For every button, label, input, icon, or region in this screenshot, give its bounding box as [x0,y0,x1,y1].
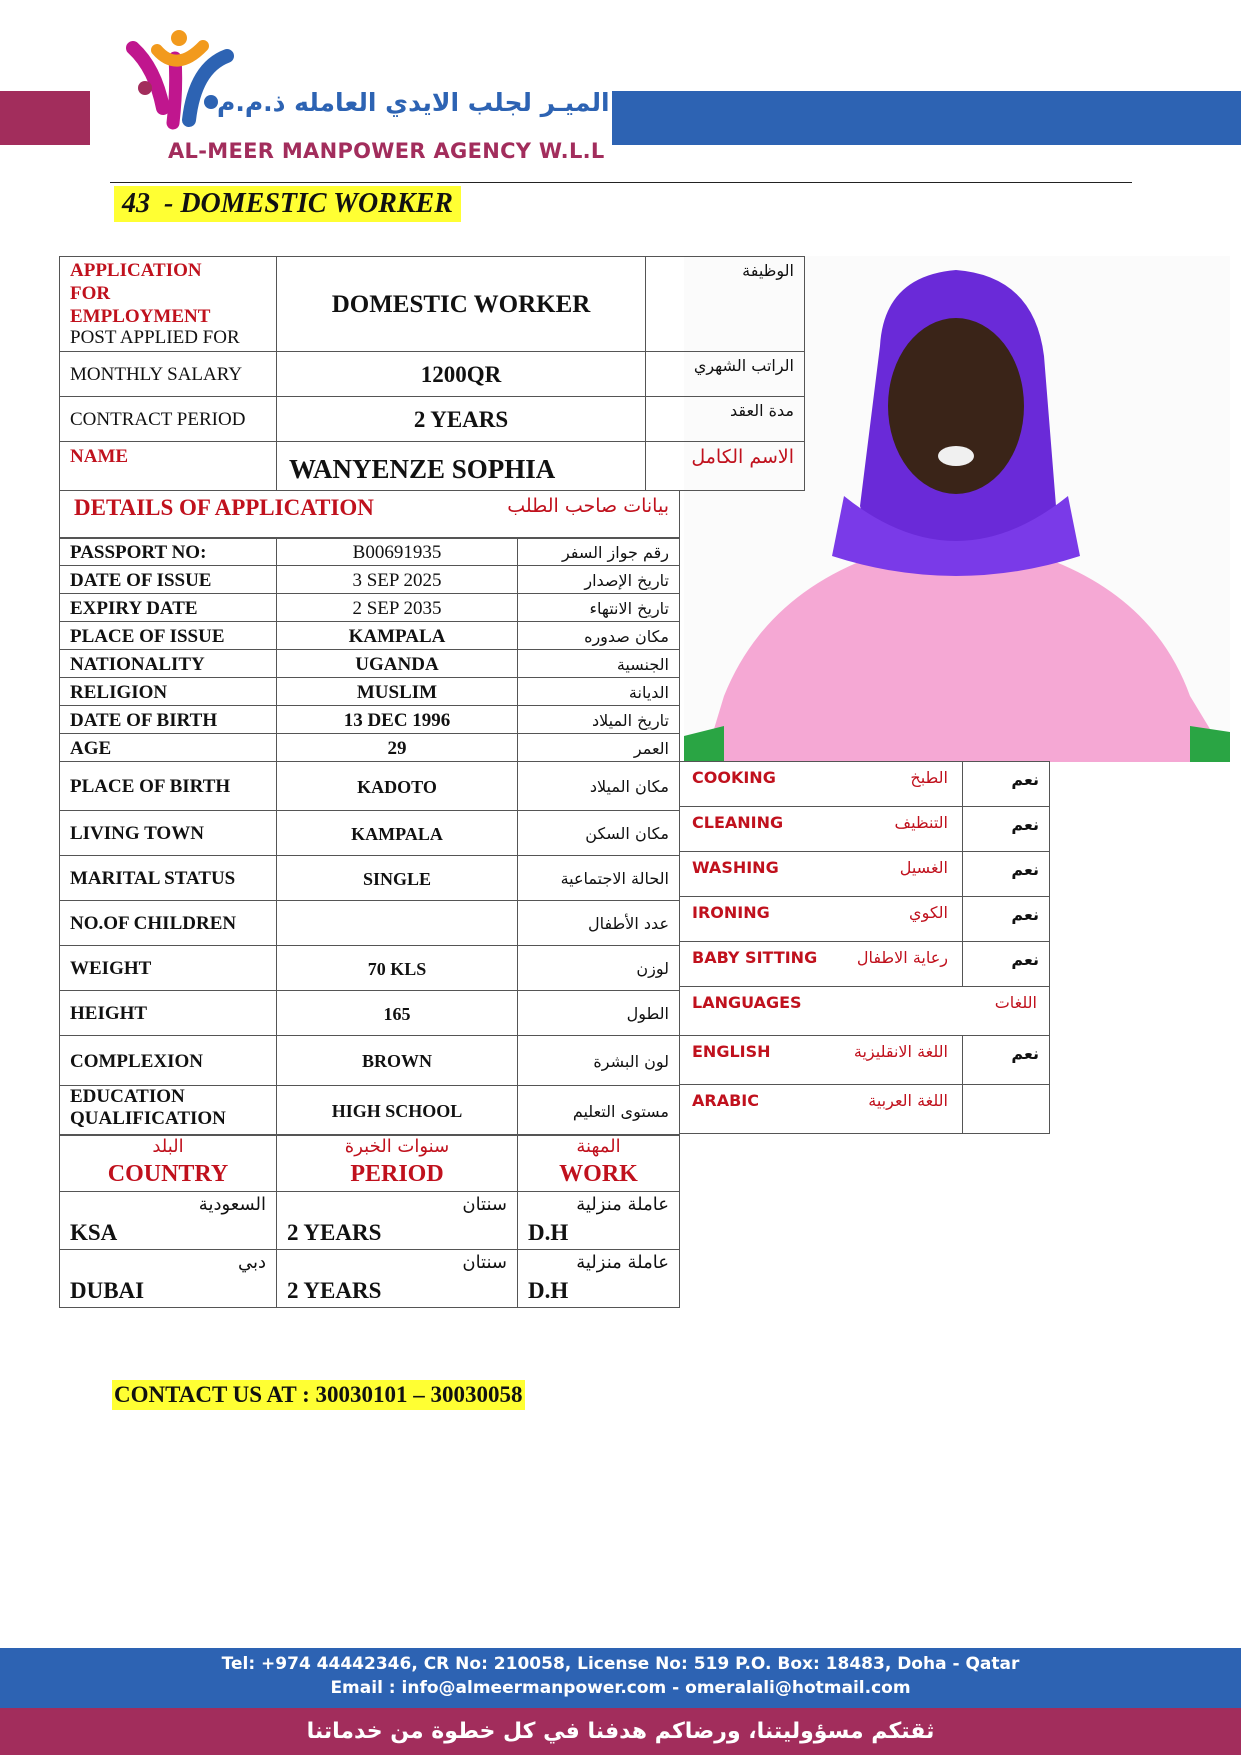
detail-label-arabic: العمر [517,733,680,762]
salary-label-arabic: الراتب الشهري [645,351,805,397]
detail-value: B00691935 [276,538,518,566]
detail-value: 29 [276,733,518,762]
salary-label: MONTHLY SALARY [59,351,277,397]
detail-value: 165 [276,990,518,1036]
skill-label-arabic: رعاية الاطفال [856,948,948,967]
detail-label-arabic: مكان السكن [517,810,680,856]
detail-label: LIVING TOWN [59,810,277,856]
detail-value [276,900,518,946]
skill-yes: نعم [962,806,1050,852]
skill-label-arabic: اللغة الانقليزية [853,1042,948,1061]
footer-line-1: Tel: +974 44442346, CR No: 210058, License No: 519 P.O. Box: 18483, Doha - Qatar [221,1654,1020,1674]
detail-label: WEIGHT [59,945,277,991]
detail-label-arabic: الجنسية [517,649,680,678]
detail-label-arabic: تاريخ الميلاد [517,705,680,734]
skill-label: BABY SITTING [692,948,818,967]
skill-yes: نعم [962,941,1050,987]
detail-value: UGANDA [276,649,518,678]
skill-label-arabic: الغسيل [899,858,948,877]
detail-label: HEIGHT [59,990,277,1036]
detail-label-arabic: مكان الميلاد [517,761,680,811]
detail-label-arabic: الديانة [517,677,680,706]
skill-yes [962,1084,1050,1134]
skill-label: COOKING [692,768,776,787]
skill-label: IRONING [692,903,770,922]
detail-label-arabic: لون البشرة [517,1035,680,1086]
detail-value: 70 KLS [276,945,518,991]
experience-cell: عاملة منزلية D.H [517,1191,680,1250]
skill-label: WASHING [692,858,779,877]
skill-yes: نعم [962,896,1050,942]
name-label: NAME [59,441,277,491]
skill-label-arabic: الطبخ [910,768,948,787]
skill-label: ARABIC [692,1091,759,1110]
languages-heading: LANGUAGES اللغات [679,986,1050,1036]
skill-row [679,851,963,897]
salary-value: 1200QR [276,351,646,397]
skill-row [679,1035,963,1085]
name-label-arabic: الاسم الكامل [645,441,805,491]
detail-value: KADOTO [276,761,518,811]
skill-row [679,1084,963,1134]
experience-cell: سنتان 2 YEARS [276,1191,518,1250]
post-label-arabic: الوظيفة [645,256,805,352]
details-heading: DETAILS OF APPLICATION بيانات صاحب الطلب [59,490,680,538]
detail-value: KAMPALA [276,810,518,856]
footer-slogan: ثقتكم مسؤوليتنا، ورضاكم هدفنا في كل خطوة من خدماتنا [0,1708,1241,1755]
agency-name-arabic: الميـر لجلب الايدي العامله ذ.م.م [217,88,610,117]
detail-label: DATE OF BIRTH [59,705,277,734]
detail-value: 2 SEP 2035 [276,593,518,622]
detail-value: 13 DEC 1996 [276,705,518,734]
detail-label-arabic: الحالة الاجتماعية [517,855,680,901]
experience-cell: دبي DUBAI [59,1249,277,1308]
skill-row [679,896,963,942]
detail-label-arabic: مكان صدوره [517,621,680,650]
detail-label: DATE OF ISSUE [59,565,277,594]
header-bar-left [0,91,90,145]
skill-label-arabic: اللغة العربية [868,1091,948,1110]
detail-label: RELIGION [59,677,277,706]
experience-cell: عاملة منزلية D.H [517,1249,680,1308]
skill-yes: نعم [962,761,1050,807]
detail-label: COMPLEXION [59,1035,277,1086]
skill-label-arabic: الكوي [909,903,948,922]
detail-label-arabic: الطول [517,990,680,1036]
agency-name-english: AL-MEER MANPOWER AGENCY W.L.L [168,139,605,163]
detail-label-arabic: تاريخ الإصدار [517,565,680,594]
agency-logo-icon [115,28,235,133]
skill-row [679,806,963,852]
footer-line-2: Email : info@almeermanpower.com - omeralali@hotmail.com [330,1678,911,1698]
skill-label: CLEANING [692,813,784,832]
detail-value: MUSLIM [276,677,518,706]
detail-label-arabic: عدد الأطفال [517,900,680,946]
post-value: DOMESTIC WORKER [276,256,646,352]
skill-row [679,761,963,807]
detail-label: EXPIRY DATE [59,593,277,622]
skill-yes: نعم [962,1035,1050,1085]
detail-value: HIGH SCHOOL [276,1085,518,1136]
skill-yes: نعم [962,851,1050,897]
header-bar-right [612,91,1241,145]
footer-info [0,1648,1241,1708]
page-title: 43 - DOMESTIC WORKER [114,186,461,222]
detail-label: MARITAL STATUS [59,855,277,901]
detail-label-arabic: رقم جواز السفر [517,538,680,566]
detail-value: BROWN [276,1035,518,1086]
detail-label: PLACE OF BIRTH [59,761,277,811]
detail-value: 3 SEP 2025 [276,565,518,594]
contract-label: CONTRACT PERIOD [59,396,277,442]
experience-cell: سنتان 2 YEARS [276,1249,518,1308]
header-divider [110,182,1132,183]
detail-label: NO.OF CHILDREN [59,900,277,946]
experience-cell: السعودية KSA [59,1191,277,1250]
detail-label-arabic: تاريخ الانتهاء [517,593,680,622]
detail-label: EDUCATION QUALIFICATION [59,1085,277,1136]
post-label-cell: APPLICATION FOR EMPLOYMENT POST APPLIED FOR [59,256,277,352]
detail-label-arabic: لوزن [517,945,680,991]
detail-label-arabic: مستوى التعليم [517,1085,680,1136]
detail-label: PASSPORT NO: [59,538,277,566]
contract-label-arabic: مدة العقد [645,396,805,442]
detail-value: SINGLE [276,855,518,901]
contact-line: CONTACT US AT : 30030101 – 30030058 [112,1380,525,1410]
experience-header: المهنة WORK [517,1134,680,1192]
experience-header: البلد COUNTRY [59,1134,277,1192]
applicant-name: WANYENZE SOPHIA [276,441,646,491]
detail-value: KAMPALA [276,621,518,650]
skill-row [679,941,963,987]
experience-header: سنوات الخبرة PERIOD [276,1134,518,1192]
contract-value: 2 YEARS [276,396,646,442]
detail-label: PLACE OF ISSUE [59,621,277,650]
detail-label: NATIONALITY [59,649,277,678]
detail-label: AGE [59,733,277,762]
skill-label: ENGLISH [692,1042,771,1061]
skill-label-arabic: التنظيف [894,813,948,832]
